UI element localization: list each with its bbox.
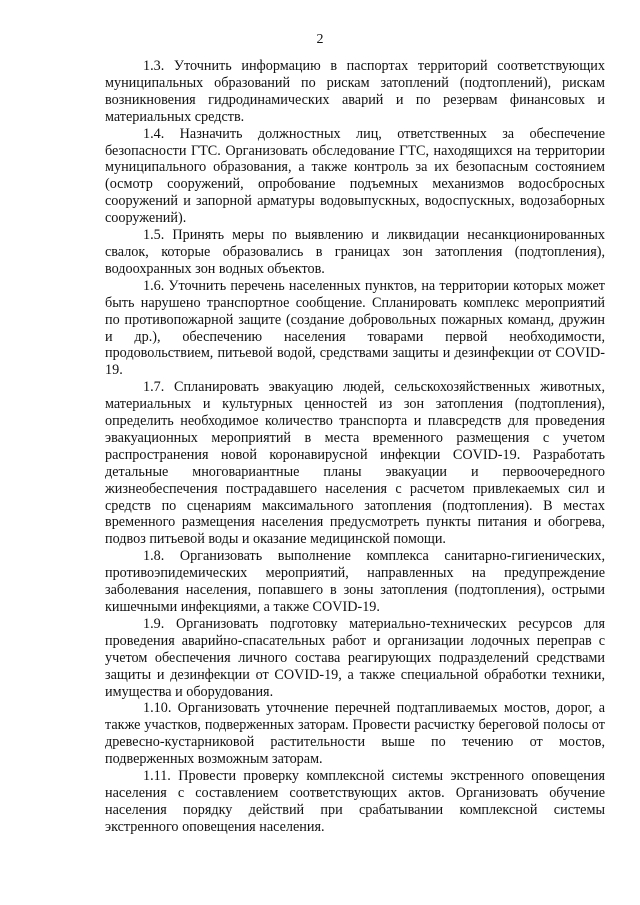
paragraph-1-8: 1.8. Организовать выполнение комплекса санитарно-гигиенических, противоэпидемических мероприятий, направленных на предупреждение заболевания населения, попавшего в зоны затопления (подтопления), острыми кишечными инфекциями, а также COVID-19. [105,548,605,615]
paragraph-1-7: 1.7. Спланировать эвакуацию людей, сельскохозяйственных животных, материальных и культурных ценностей из зон затопления (подтопления), определить необходимое количество транспорта и плавсредств для проведения эвакуационных мероприятий в места временного размещения с учетом распространения новой коронавирусной инфекции COVID-19. Разработать детальные многовариантные планы эвакуации и первоочередного жизнеобеспечения пострадавшего населения с расчетом привлекаемых сил и средств по сценариям максимального затопления (подтопления). В местах временного размещения населения предусмотреть пункты питания и обогрева, подвоз питьевой воды и оказание медицинской помощи. [105,379,605,548]
paragraph-1-3: 1.3. Уточнить информацию в паспортах территорий соответствующих муниципальных образований по рискам затоплений (подтоплений), рискам возникновения гидродинамических аварий и по резервам финансовых и материальных средств. [105,58,605,125]
page-number: 2 [316,32,324,47]
paragraph-1-9: 1.9. Организовать подготовку материально-технических ресурсов для проведения аварийно-спасательных работ и организации лодочных переправ с учетом обеспечения личного состава реагирующих подразделений средствами защиты и дезинфекции от COVID-19, а также специальной обработки техники, имущества и оборудования. [105,615,605,700]
document-body [105,58,605,836]
paragraph-1-4: 1.4. Назначить должностных лиц, ответственных за обеспечение безопасности ГТС. Организовать обследование ГТС, находящихся на территории муниципального образования, а также контроль за их безопасным состоянием (осмотр сооружений, опробование подъемных механизмов водосбросных сооружений и запорной арматуры водовыпускных, водоспускных, водозаборных сооружений). [105,125,605,227]
paragraph-1-10: 1.10. Организовать уточнение перечней подтапливаемых мостов, дорог, а также участков, подверженных заторам. Провести расчистку береговой полосы от древесно-кустарниковой растительности выше по течению от мостов, подверженных возможным заторам. [105,700,605,768]
paragraph-1-6: 1.6. Уточнить перечень населенных пунктов, на территории которых может быть нарушено транспортное сообщение. Спланировать комплекс мероприятий по противопожарной защите (создание добровольных пожарных команд, дружин и др.), обеспечению населения товарами первой необходимости, продовольствием, питьевой водой, средствами защиты и дезинфекции от COVID-19. [105,277,605,379]
paragraph-1-5: 1.5. Принять меры по выявлению и ликвидации несанкционированных свалок, которые образовались в границах зон затопления (подтопления), водоохранных зон водных объектов. [105,227,605,277]
paragraph-1-11: 1.11. Провести проверку комплексной системы экстренного оповещения населения с составлением соответствующих актов. Организовать обучение населения порядку действий при срабатывании комплексной системы экстренного оповещения населения. [105,768,605,835]
